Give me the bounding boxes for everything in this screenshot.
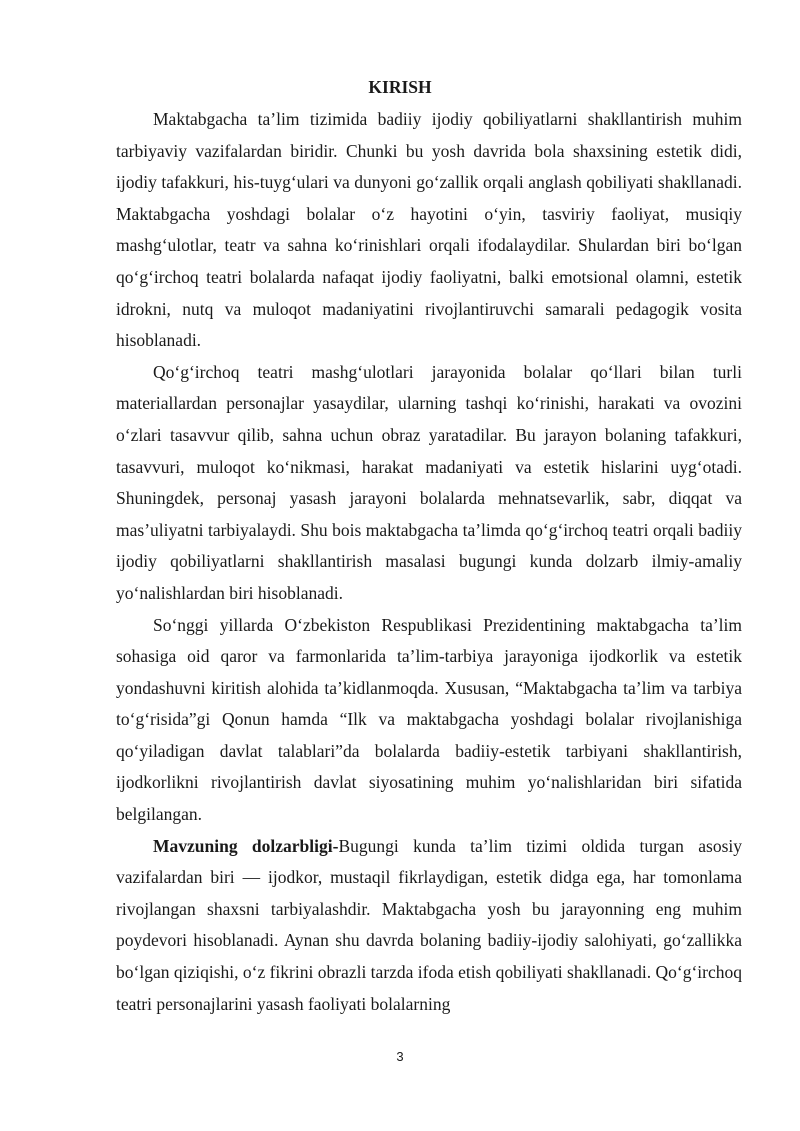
paragraph-intro <box>116 104 742 357</box>
paragraph-text: Maktabgacha ta’lim tizimida badiiy ijodiy qobiliyatlarni shakllantirish muhim tarbiyaviy vazifalardan biridir. Chunki bu yosh davrida bola shaxsining estetik didi, ijodiy tafakkuri, his-tuyg‘ulari va dunyoni go‘zallik orqali anglash qobiliyati shakllanadi. Maktabgacha yoshdagi bolalar o‘z hayotini o‘yin, tasviriy faoliyat, musiqiy mashg‘ulotlar, teatr va sahna ko‘rinishlari orqali ifodalaydilar. Shulardan biri bo‘lgan qo‘g‘irchoq teatri bolalarda nafaqat ijodiy faoliyatni, balki emotsional olamni, estetik idrokni, nutq va muloqot madaniyatini rivojlantiruvchi samarali pedagogik vosita hisoblanadi. <box>116 109 742 351</box>
paragraph-puppet-theatre <box>116 357 742 610</box>
paragraph-text: Qo‘g‘irchoq teatri mashg‘ulotlari jarayonida bolalar qo‘llari bilan turli materiallardan personajlar yasaydilar, ularning tashqi ko‘rinishi, harakati va ovozini o‘zlari tasavvur qilib, sahna uchun obraz yaratadilar. Bu jarayon bolaning tafakkuri, tasavvuri, muloqot ko‘nikmasi, harakat madaniyati va estetik hislarini uyg‘otadi. Shuningdek, personaj yasash jarayoni bolalarda mehnatsevarlik, sabr, diqqat va mas’uliyatni tarbiyalaydi. Shu bois maktabgacha ta’limda qo‘g‘irchoq teatri orqali badiiy ijodiy qobiliyatlarni shakllantirish masalasi bugungi kunda dolzarb ilmiy-amaliy yo‘nalishlardan biri hisoblanadi. <box>116 361 742 603</box>
page-number: 3 <box>396 1049 404 1064</box>
paragraph-relevance <box>116 831 742 1021</box>
paragraph-text: So‘nggi yillarda O‘zbekiston Respublikasi Prezidentining maktabgacha ta’lim sohasiga oid qaror va farmonlarida ta’lim-tarbiya jarayoniga ijodkorlik va estetik yondashuvni kiritish alohida ta’kidlanmoqda. Xususan, “Maktabgacha ta’lim va tarbiya to‘g‘risida”gi Qonun hamda “Ilk va maktabgacha yoshdagi bolalar rivojlanishiga qo‘yiladigan davlat talablari”da bolalarda badiiy-estetik tarbiyani shakllantirish, ijodkorlikni rivojlantirish davlat siyosatining muhim yo‘nalishlaridan biri sifatida belgilangan. <box>116 614 742 825</box>
body-text <box>116 104 742 1020</box>
paragraph-lead: Mavzuning dolzarbligi- <box>153 835 339 856</box>
paragraph-text: Bugungi kunda ta’lim tizimi oldida turgan asosiy vazifalardan biri — ijodkor, mustaqil fikrlaydigan, estetik didga ega, har tomonlama rivojlangan shaxsni tarbiyalashdir. Maktabgacha yosh bu jarayonning eng muhim poydevori hisoblanadi. Aynan shu davrda bolaning badiiy-ijodiy salohiyati, go‘zallikka bo‘lgan qiziqishi, o‘z fikrini obrazli tarzda ifoda etish qobiliyati shakllanadi. Qo‘g‘irchoq teatri personajlarini yasash faoliyati bolalarning <box>116 835 742 1014</box>
page-title: KIRISH <box>368 77 432 97</box>
paragraph-legislation <box>116 610 742 831</box>
